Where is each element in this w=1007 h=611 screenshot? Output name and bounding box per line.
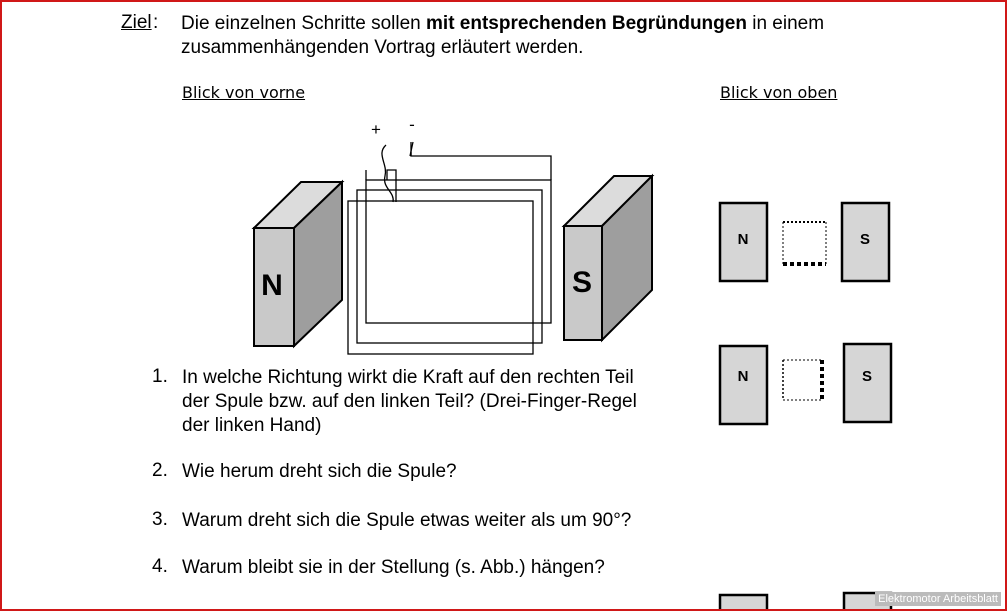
front-view-heading: Blick von vorne [182, 83, 306, 102]
question-1 [182, 366, 637, 438]
question-1-number: 1. [152, 366, 168, 387]
top-view-3-partial [720, 593, 891, 609]
question-1-line-2: der Spule bzw. auf den linken Teil? (Drei-Finger-Regel [182, 391, 637, 412]
magnet-n-label: N [261, 269, 283, 302]
ziel-bold-text: mit entsprechenden Begründungen [426, 13, 747, 34]
magnet-s-front [564, 176, 652, 340]
ziel-colon: : [153, 12, 159, 33]
question-3: Warum dreht sich die Spule etwas weiter als um 90°? [182, 510, 632, 531]
question-2-number: 2. [152, 460, 168, 481]
top1-n-label: N [737, 231, 749, 248]
magnet-n-front [254, 182, 342, 346]
ziel-line-1: Die einzelnen Schritte sollen mit entsprechenden Begründungen in einem [181, 13, 825, 34]
minus-terminal: - [409, 115, 415, 134]
question-4: Warum bleibt sie in der Stellung (s. Abb.) hängen? [182, 557, 605, 578]
top-view-heading: Blick von oben [720, 83, 838, 102]
top2-s-label: S [861, 368, 873, 385]
top-view-2 [720, 344, 891, 424]
question-3-number: 3. [152, 509, 168, 530]
top2-n-label: N [737, 368, 749, 385]
question-1-line-3: der linken Hand) [182, 415, 322, 436]
coil [348, 142, 551, 354]
top-view-1 [720, 203, 889, 281]
watermark: Elektromotor Arbeitsblatt [875, 592, 1001, 606]
ziel-label: Ziel [121, 12, 152, 33]
question-2: Wie herum dreht sich die Spule? [182, 461, 457, 482]
ziel-line-2: zusammenhängenden Vortrag erläutert werden. [181, 37, 584, 58]
question-1-line-1: In welche Richtung wirkt die Kraft auf den rechten Teil [182, 367, 634, 388]
magnet-s-label: S [571, 266, 593, 299]
plus-terminal: + [371, 120, 381, 139]
question-4-number: 4. [152, 556, 168, 577]
top1-s-label: S [859, 231, 871, 248]
